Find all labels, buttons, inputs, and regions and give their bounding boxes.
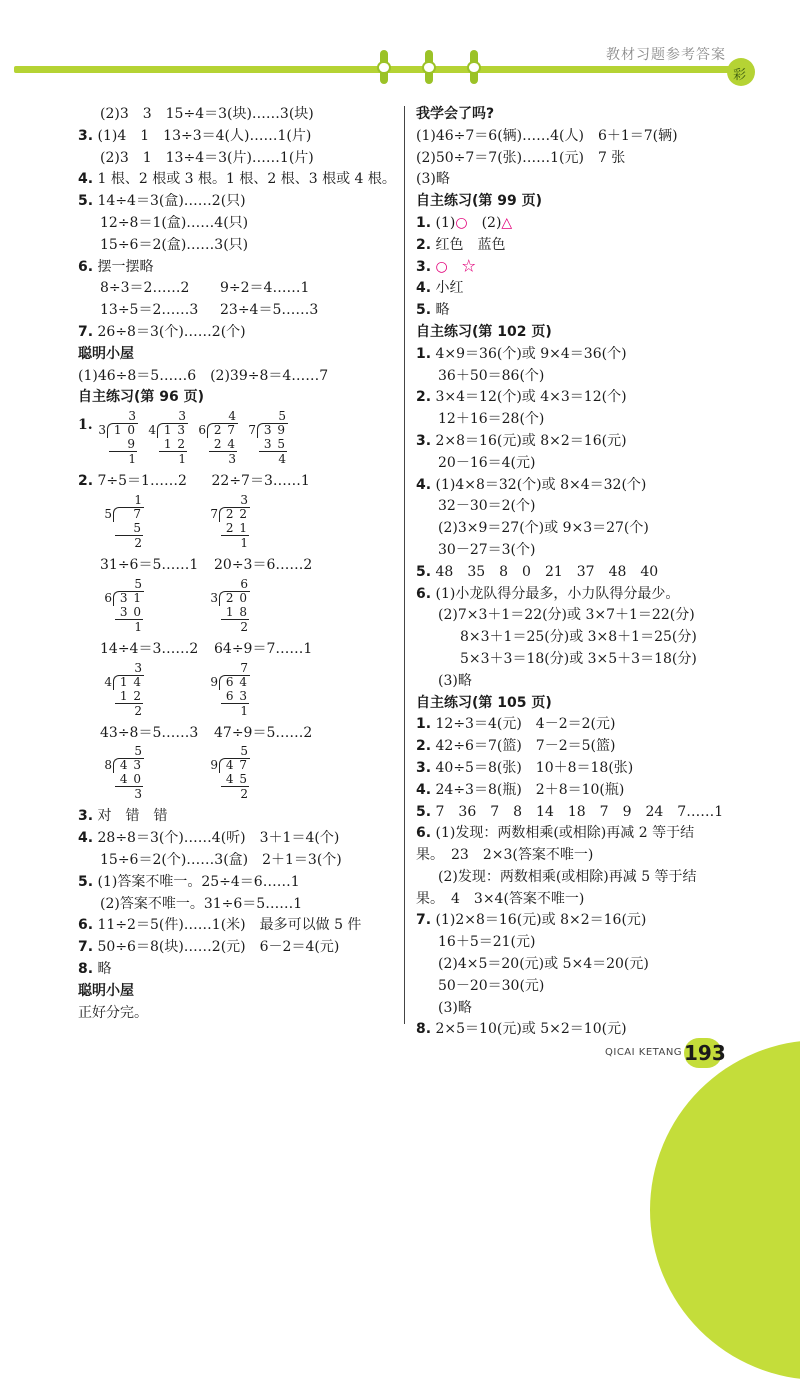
answer-line: 4. (1)4×8＝32(个)或 8×4＝32(个): [416, 476, 647, 493]
left-column: [78, 104, 398, 1024]
answer-line: (3)略: [438, 999, 472, 1016]
circle-icon: ○: [455, 214, 468, 231]
long-division: 3 3 1 0 9 1: [98, 409, 136, 467]
header-pin: [425, 50, 433, 84]
logo-icon: [727, 58, 755, 86]
long-division: 4 6 2 7 2 4 3: [198, 409, 236, 467]
circle-icon: ○: [435, 258, 448, 275]
answer-line: 6. 11÷2＝5(件)……1(米) 最多可以做 5 件: [78, 917, 362, 934]
answer-line: 3. 40÷5＝8(张) 10＋8＝18(张): [416, 759, 634, 776]
answer-line: (2)7×3＋1＝22(分)或 3×7＋1＝22(分): [438, 607, 695, 624]
long-division: 5 6 3 1 3 0 1: [104, 576, 142, 634]
answer-line: 正好分完。: [78, 1004, 148, 1021]
answer-line: 7. (1)2×8＝16(元)或 8×2＝16(元): [416, 912, 647, 929]
answer-line: (2)3×9＝27(个)或 9×3＝27(个): [438, 520, 649, 537]
answer-line: 12＋16＝28(个): [438, 411, 545, 428]
answer-line: 2. 红色 蓝色: [416, 236, 506, 253]
answer-line: (3)略: [416, 171, 450, 188]
answer-line: 5. (1)答案不唯一。25÷4＝6……1: [78, 873, 300, 890]
star-icon: ☆: [447, 258, 476, 275]
section-heading: 自主练习(第 102 页): [416, 323, 552, 340]
long-division: 1 5 7 5 2: [104, 492, 142, 550]
answer-line: 14÷4＝3……2 64÷9＝7……1: [100, 640, 313, 657]
long-division: 7 9 6 4 6 3 1: [210, 660, 248, 718]
answer-line: 43÷8＝5……3 47÷9＝5……2: [100, 724, 313, 741]
answer-line: 12÷8＝1(盒)……4(只): [100, 214, 249, 231]
long-division-row: [78, 409, 398, 471]
answer-line: 3. (1)4 1 13÷3＝4(人)……1(片): [78, 127, 312, 144]
answer-line: 1. 12÷3＝4(元) 4－2＝2(元): [416, 716, 616, 733]
long-division: 3 4 1 4 1 2 2: [104, 660, 142, 718]
triangle-icon: △: [501, 214, 513, 231]
answer-line: (2)3 3 15÷4＝3(块)……3(块): [100, 106, 314, 122]
answer-line: (2)3 1 13÷4＝3(片)……1(片): [100, 149, 314, 166]
header-pin: [470, 50, 478, 84]
long-division-row: [78, 744, 398, 806]
answer-line: 5×3＋3＝18(分)或 3×5＋3＝18(分): [460, 650, 697, 667]
header-bar: [14, 66, 736, 73]
answer-line: 2. 7÷5＝1……2 22÷7＝3……1: [78, 473, 310, 490]
answer-line: 4. 24÷3＝8(瓶) 2＋8＝10(瓶): [416, 781, 625, 798]
answer-line: 50－20＝30(元): [438, 977, 545, 994]
answer-line: 5. 略: [416, 302, 450, 319]
answer-line: 20－16＝4(元): [438, 454, 536, 471]
answer-line: 31÷6＝5……1 20÷3＝6……2: [100, 556, 313, 573]
answer-line: 8. 2×5＝10(元)或 5×2＝10(元): [416, 1021, 627, 1038]
page-number: 193: [684, 1038, 722, 1068]
answer-line: (2)4×5＝20(元)或 5×4＝20(元): [438, 956, 649, 973]
answer-line: 2. 3×4＝12(个)或 4×3＝12(个): [416, 389, 627, 406]
section-heading: 自主练习(第 96 页): [78, 389, 205, 406]
long-division-row: [78, 493, 398, 555]
answer-line: 7. 26÷8＝3(个)……2(个): [78, 323, 246, 340]
column-divider: [404, 106, 405, 1024]
answer-line: 2. 42÷6＝7(篮) 7－2＝5(篮): [416, 738, 616, 755]
answer-line: 果。 23 2×3(答案不唯一): [416, 847, 594, 864]
answer-line: 15÷6＝2(个)……3(盒) 2＋1＝3(个): [100, 851, 342, 868]
long-division: 5 7 3 9 3 5 4: [248, 409, 286, 467]
answer-line: 7. 50÷6＝8(块)……2(元) 6－2＝4(元): [78, 939, 340, 956]
footer-brand: QICAI KETANG: [605, 1047, 683, 1058]
answer-line: 8×3＋1＝25(分)或 3×8＋1＝25(分): [460, 629, 697, 646]
answer-line: 5. 14÷4＝3(盒)……2(只): [78, 193, 246, 210]
section-heading: 聪明小屋: [78, 982, 134, 999]
answer-line: 4. 1 根、2 根或 3 根。1 根、2 根、3 根或 4 根。: [78, 171, 396, 188]
answer-line: 8÷3＝2……2 9÷2＝4……1: [100, 280, 310, 297]
long-division: 5 8 4 3 4 0 3: [104, 744, 142, 802]
answer-line: 8. 略: [78, 960, 112, 977]
answer-line: (2)50÷7＝7(张)……1(元) 7 张: [416, 149, 626, 166]
answer-line: 6. (1)小龙队得分最多，小力队得分最少。: [416, 585, 680, 602]
question-number: 1.: [78, 417, 93, 434]
answer-line: 13÷5＝2……3 23÷4＝5……3: [100, 302, 319, 319]
answer-line: 4. 28÷8＝3(个)……4(听) 3＋1＝4(个): [78, 830, 340, 847]
answer-line: 3. 对 错 错: [78, 808, 168, 825]
long-division: 3 7 2 2 2 1 1: [210, 492, 248, 550]
answer-line: 果。 4 3×4(答案不唯一): [416, 890, 585, 907]
answer-line: 30－27＝3(个): [438, 541, 536, 558]
answer-line: (2)答案不唯一。31÷6＝5……1: [100, 895, 303, 912]
answer-line: 5. 48 35 8 0 21 37 48 40: [416, 563, 659, 580]
answer-line: 16＋5＝21(元): [438, 934, 536, 951]
answer-line: 32－30＝2(个): [438, 498, 536, 515]
answer-line: 4. 小红: [416, 280, 464, 297]
answer-line: 3. ○ ☆: [416, 258, 476, 275]
answer-line: (3)略: [438, 672, 472, 689]
answer-line: 15÷6＝2(盒)……3(只): [100, 236, 249, 253]
answer-line: 3. 2×8＝16(元)或 8×2＝16(元): [416, 432, 627, 449]
section-heading: 聪明小屋: [78, 345, 134, 362]
header-pin: [380, 50, 388, 84]
right-column: [416, 104, 724, 1041]
long-division-row: [78, 661, 398, 723]
answer-line: 1. (1)○ (2)△: [416, 214, 513, 231]
corner-decoration: [650, 1040, 800, 1380]
answer-line: 6. 摆一摆略: [78, 258, 154, 275]
answer-line: 6. (1)发现：两数相乘(或相除)再减 2 等于结: [416, 825, 695, 842]
header-title: 教材习题参考答案: [606, 47, 726, 63]
long-division: 6 3 2 0 1 8 2: [210, 576, 248, 634]
long-division: 5 9 4 7 4 5 2: [210, 744, 248, 802]
long-division-row: [78, 577, 398, 639]
logo-text: 彩: [733, 68, 747, 83]
section-heading: 自主练习(第 105 页): [416, 694, 552, 711]
answer-line: 36＋50＝86(个): [438, 367, 545, 384]
answer-line: (1)46÷7＝6(辆)……4(人) 6＋1＝7(辆): [416, 127, 678, 144]
answer-line: (1)46÷8＝5……6 (2)39÷8＝4……7: [78, 367, 329, 384]
long-division: 3 4 1 3 1 2 1: [148, 409, 186, 467]
section-heading: 自主练习(第 99 页): [416, 193, 543, 210]
section-heading: 我学会了吗?: [416, 106, 495, 122]
answer-line: (2)发现：两数相乘(或相除)再减 5 等于结: [438, 868, 697, 885]
answer-line: 5. 7 36 7 8 14 18 7 9 24 7……1: [416, 803, 724, 820]
answer-line: 1. 4×9＝36(个)或 9×4＝36(个): [416, 345, 627, 362]
